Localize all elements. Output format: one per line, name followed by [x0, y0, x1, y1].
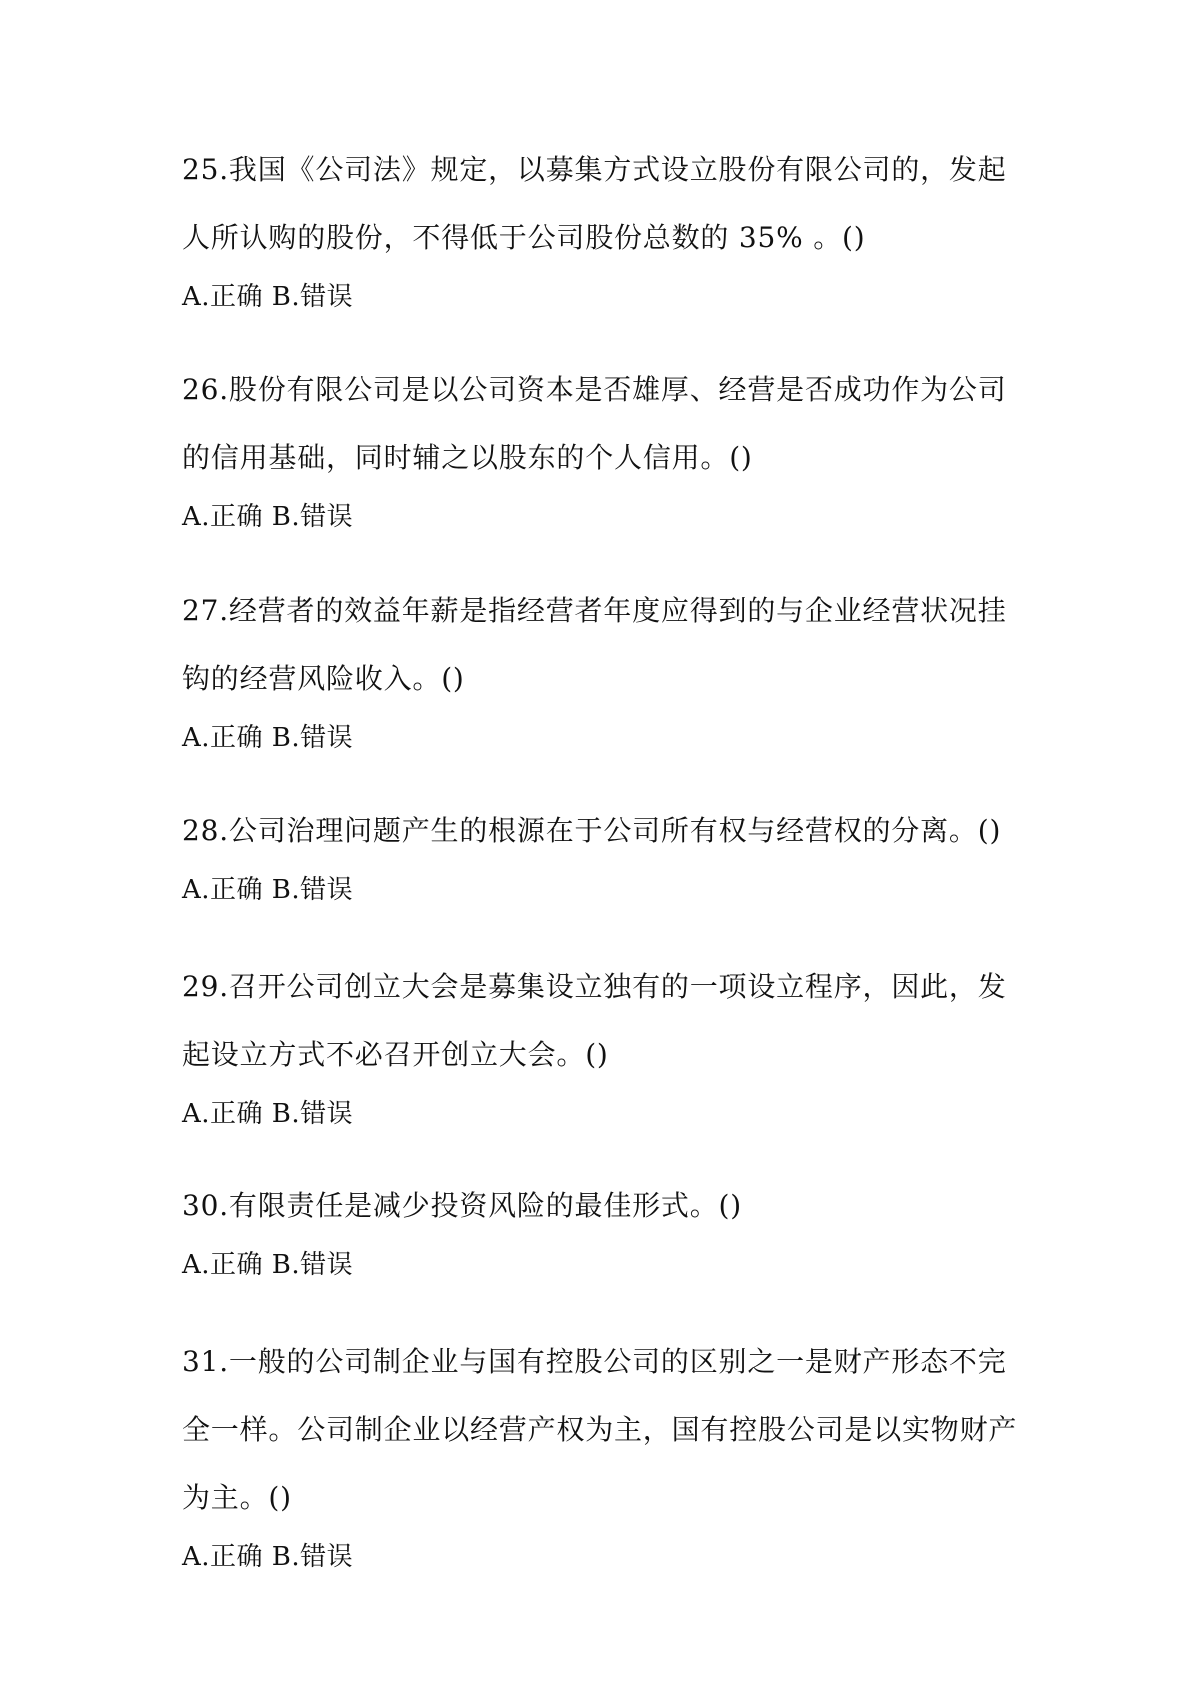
answer-options: A.正确 B.错误 [182, 1099, 354, 1129]
answer-options: A.正确 B.错误 [182, 502, 354, 532]
answer-options: A.正确 B.错误 [182, 282, 354, 312]
question-31 [182, 1328, 1022, 1582]
question-text: 28.公司治理问题产生的根源在于公司所有权与经营权的分离。() [182, 814, 1002, 847]
question-30 [182, 1172, 1022, 1290]
answer-options: A.正确 B.错误 [182, 723, 354, 753]
question-text: 30.有限责任是减少投资风险的最佳形式。() [182, 1189, 742, 1222]
question-26 [182, 356, 1022, 542]
answer-options: A.正确 B.错误 [182, 1250, 354, 1280]
question-text: 29.召开公司创立大会是募集设立独有的一项设立程序，因此，发起设立方式不必召开创立大会。() [182, 970, 1007, 1071]
question-28 [182, 797, 1022, 915]
answer-options: A.正确 B.错误 [182, 1542, 354, 1572]
question-29 [182, 953, 1022, 1139]
question-text: 27.经营者的效益年薪是指经营者年度应得到的与企业经营状况挂钩的经营风险收入。() [182, 594, 1007, 695]
question-text: 26.股份有限公司是以公司资本是否雄厚、经营是否成功作为公司的信用基础，同时辅之以股东的个人信用。() [182, 373, 1007, 474]
question-25 [182, 136, 1022, 322]
question-text: 31.一般的公司制企业与国有控股公司的区别之一是财产形态不完全一样。公司制企业以经营产权为主，国有控股公司是以实物财产为主。() [182, 1345, 1018, 1514]
question-27 [182, 577, 1022, 763]
question-text: 25.我国《公司法》规定，以募集方式设立股份有限公司的，发起人所认购的股份，不得低于公司股份总数的 35% 。() [182, 153, 1007, 254]
answer-options: A.正确 B.错误 [182, 875, 354, 905]
